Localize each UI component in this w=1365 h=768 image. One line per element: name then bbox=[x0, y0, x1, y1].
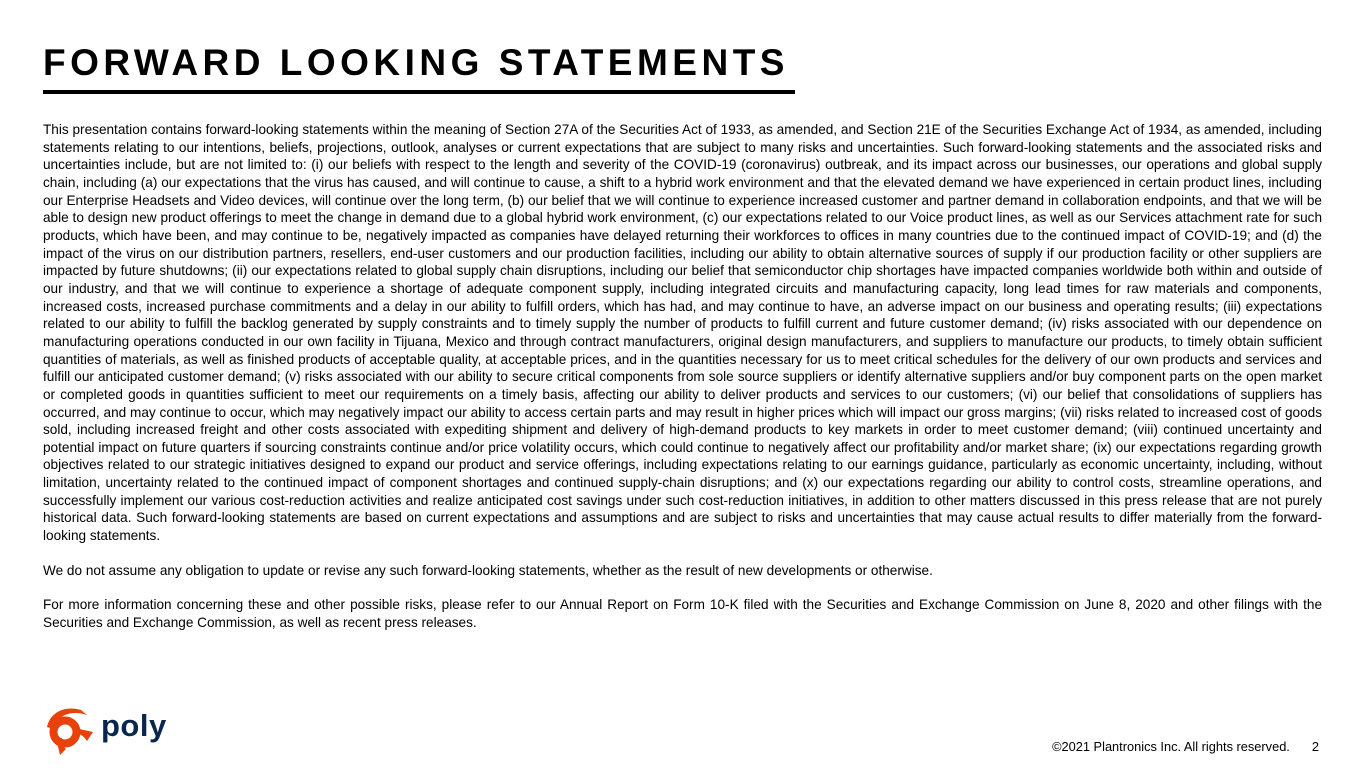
poly-logo bbox=[44, 702, 167, 756]
page-number: 2 bbox=[1311, 739, 1319, 754]
more-information-paragraph: For more information concerning these and other possible risks, please refer to our Annual Report on Form 10-K filed with the Securities and Exchange Commission on June 8, 2020 and other filings with the Securities and Exchange Commission, as well as recent press releases. bbox=[43, 597, 1322, 631]
slide-footer-right bbox=[1052, 739, 1319, 754]
page-title: FORWARD LOOKING STATEMENTS bbox=[43, 42, 795, 94]
forward-looking-paragraph: This presentation contains forward-looking statements within the meaning of Section 27A of the Securities Act of 1933, as amended, and Section 21E of the Securities Exchange Act of 1934, as amended, including statements relating to our intentions, beliefs, projections, outlook, analyses or current expectations that are subject to many risks and uncertainties. Such forward-looking statements and the associated risks and uncertainties include, but are not limited to: (i) our beliefs with respect to the length and severity of the COVID-19 (coronavirus) outbreak, and its impact across our businesses, our operations and global supply chain, including (a) our expectations that the virus has caused, and will continue to cause, a shift to a hybrid work environment and that the elevated demand we have experienced in certain product lines, including our Enterprise Headsets and Video devices, will continue over the long term, (b) our belief that we will continue to experience increased customer and partner demand in collaboration endpoints, and that we will be able to design new product offerings to meet the change in demand due to a global hybrid work environment, (c) our expectations related to our Voice product lines, as well as our Services attachment rate for such products, which have been, and may continue to be, negatively impacted as companies have delayed returning their workforces to offices in many countries due to the continued impact of COVID-19; and (d) the impact of the virus on our distribution partners, resellers, end-user customers and our production facilities, including our ability to obtain alternative sources of supply if our production facility or other suppliers are impacted by future shutdowns; (ii) our expectations related to global supply chain disruptions, including our belief that semiconductor chip shortages have impacted companies worldwide both within and outside of our industry, and that we will continue to experience a shortage of adequate component supply, including integrated circuits and manufacturing capacity, long lead times for raw materials and components, increased costs, increased purchase commitments and a delay in our ability to fulfill orders, which has had, and may continue to have, an adverse impact on our business and operating results; (iii) expectations related to our ability to fulfill the backlog generated by supply constraints and to timely supply the number of products to fulfill current and future customer demand; (iv) risks associated with our dependence on manufacturing operations conducted in our own facility in Tijuana, Mexico and through contract manufacturers, original design manufacturers, and suppliers to manufacture our products, to timely obtain sufficient quantities of materials, as well as finished products of acceptable quality, at acceptable prices, and in the quantities necessary for us to meet critical schedules for the delivery of our own products and services and fulfill our anticipated customer demand; (v) risks associated with our ability to secure critical components from sole source suppliers or identify alternative suppliers and/or buy component parts on the open market or completed goods in quantities sufficient to meet our requirements on a timely basis, affecting our ability to deliver products and services to our customers; (vi) our belief that consolidations of suppliers has occurred, and may continue to occur, which may negatively impact our ability to access certain parts and may result in higher prices which will impact our gross margins; (vii) risks related to increased cost of goods sold, including increased freight and other costs associated with expediting shipment and delivery of high-demand products to key markets in order to meet customer demand; (viii) continued uncertainty and potential impact on future quarters if sourcing constraints continue and/or price volatility occurs, which could continue to negatively affect our profitability and/or market share; (ix) our expectations regarding growth objectives related to our strategic initiatives designed to expand our product and service offerings, including expectations relating to our earnings guidance, particularly as economic uncertainty, including, without limitation, uncertainty related to the continued impact of component shortages and continued supply-chain disruptions; and (x) our expectations regarding our ability to control costs, streamline operations, and successfully implement our various cost-reduction activities and realize anticipated cost savings under such cost-reduction initiatives, in addition to other matters discussed in this press release that are not purely historical data. Such forward-looking statements are based on current expectations and assumptions and are subject to risks and uncertainties that may cause actual results to differ materially from the forward-looking statements. bbox=[43, 122, 1322, 544]
poly-logo-wordmark: poly bbox=[101, 708, 167, 743]
copyright-text: ©2021 Plantronics Inc. All rights reserved. bbox=[1052, 739, 1290, 754]
disclaimer-body bbox=[43, 121, 1322, 649]
poly-logo-icon bbox=[44, 702, 94, 756]
no-obligation-paragraph: We do not assume any obligation to update or revise any such forward-looking statements, whether as the result of new developments or otherwise. bbox=[43, 562, 933, 578]
